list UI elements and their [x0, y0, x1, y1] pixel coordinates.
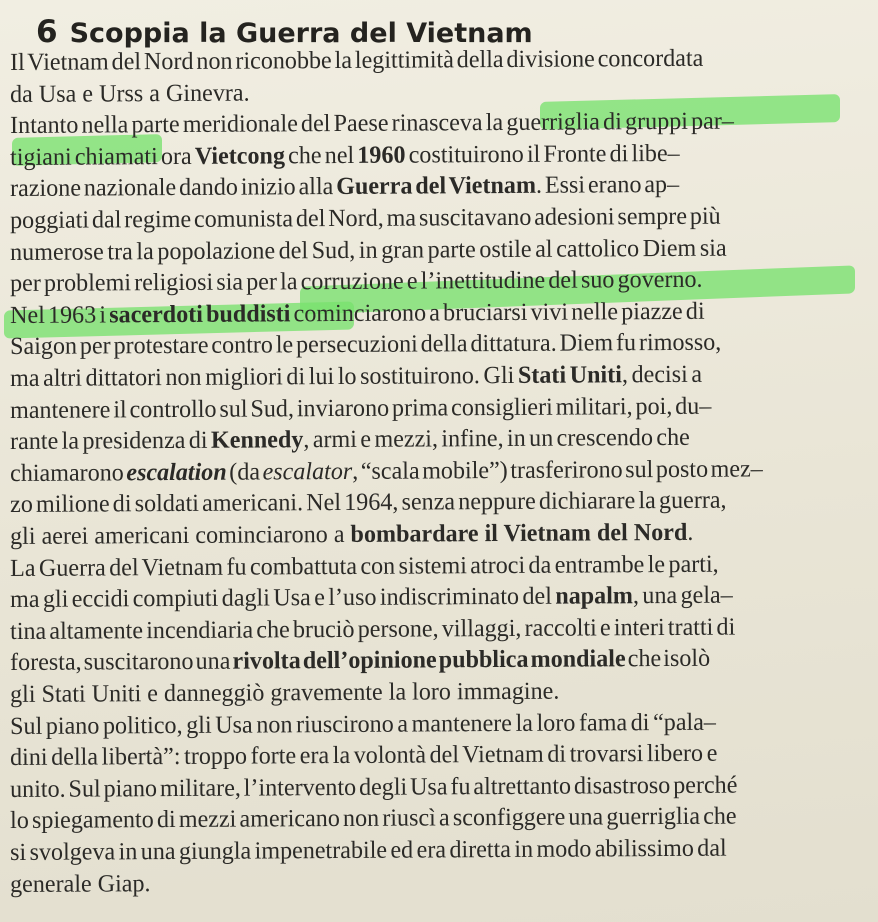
text-line: chiamarono escalation (da escalator, “scala mobile”) trasferirono sul posto mez–: [10, 455, 763, 487]
emphasized-term: sacerdoti buddisti: [109, 300, 291, 329]
text-line: dini della libertà”: troppo forte era la volontà del Vietnam di trovarsi libero e: [10, 739, 718, 772]
text-line: La Guerra del Vietnam fu combattuta con sistemi atroci da entrambe le parti,: [10, 550, 719, 582]
text-line: ma gli eccidi compiuti dagli Usa e l’uso indiscriminato del napalm, una gela–: [10, 581, 733, 614]
emphasized-term: Stati Uniti: [517, 361, 622, 389]
emphasized-term: escalator: [262, 457, 353, 486]
text-line: numerose tra la popolazione del Sud, in gran parte ostile al cattolico Diem sia: [10, 234, 727, 266]
text-line: gli Stati Uniti e danneggiò gravemente la loro immagine.: [10, 677, 560, 708]
text-line: per problemi religiosi sia per la corruzione e l’inettitudine del suo governo.: [10, 265, 703, 298]
text-line: foresta, suscitarono una rivolta dell’opinione pubblica mondiale che isolò: [10, 645, 711, 677]
emphasized-term: bombardare il Vietnam del Nord: [350, 518, 688, 548]
text-line: mantenere il controllo sul Sud, inviarono prima consiglieri militari, poi, du–: [10, 392, 712, 424]
emphasized-term: napalm: [555, 582, 634, 610]
emphasized-term: Kennedy: [210, 426, 304, 454]
section-title: Scoppia la Guerra del Vietnam: [69, 18, 533, 49]
text-line: gli aerei americani cominciarono a bombardare il Vietnam del Nord.: [10, 518, 694, 550]
text-line: Il Vietnam del Nord non riconobbe la legittimità della divisione concordata: [10, 44, 704, 76]
text-line: si svolgeva in una giungla impenetrabile ed era diretta in modo abilissimo dal: [10, 834, 727, 866]
text-line: Intanto nella parte meridionale del Paese rinasceva la guerriglia di gruppi par–: [10, 107, 734, 140]
text-line: ma altri dittatori non migliori di lui lo sostituirono. Gli Stati Uniti, decisi a: [10, 360, 703, 392]
text-line: zo milione di soldati americani. Nel 1964, senza neppure dichiarare la guerra,: [10, 487, 727, 519]
text-line: razione nazionale dando inizio alla Guerra del Vietnam. Essi erano ap–: [10, 171, 680, 203]
text-line: Sul piano politico, gli Usa non riuscirono a mantenere la loro fama di “pala–: [10, 708, 717, 740]
text-line: Saigon per protestare contro le persecuzioni della dittatura. Diem fu rimosso,: [10, 329, 722, 361]
emphasized-term: Vietcong: [194, 142, 286, 170]
text-line: da Usa e Urss a Ginevra.: [10, 79, 250, 108]
emphasized-term: 1960: [357, 141, 406, 169]
text-line: generale Giap.: [10, 869, 151, 898]
text-line: Nel 1963 i sacerdoti buddisti cominciarono a bruciarsi vivi nelle piazze di: [10, 297, 705, 329]
emphasized-term: escalation: [126, 458, 227, 487]
text-line: unito. Sul piano militare, l’intervento degli Usa fu altrettanto disastroso perché: [10, 771, 738, 803]
section-number: 6: [36, 14, 58, 50]
text-line: lo spiegamento di mezzi americano non riuscì a sconfiggere una guerriglia che: [10, 802, 737, 835]
text-line: rante la presidenza di Kennedy, armi e mezzi, infine, in un crescendo che: [10, 424, 690, 456]
text-line: poggiati dal regime comunista del Nord, ma suscitavano adesioni sempre più: [10, 202, 721, 234]
emphasized-term: rivolta dell’opinione pubblica mondiale: [232, 645, 626, 676]
text-line: tina altamente incendiaria che bruciò persone, villaggi, raccolti e interi tratti di: [10, 613, 736, 645]
section-heading: [36, 14, 533, 50]
text-line: tigiani chiamati ora Vietcong che nel 1960 costituirono il Fronte di libe–: [10, 139, 680, 171]
emphasized-term: Guerra del Vietnam: [336, 172, 537, 201]
